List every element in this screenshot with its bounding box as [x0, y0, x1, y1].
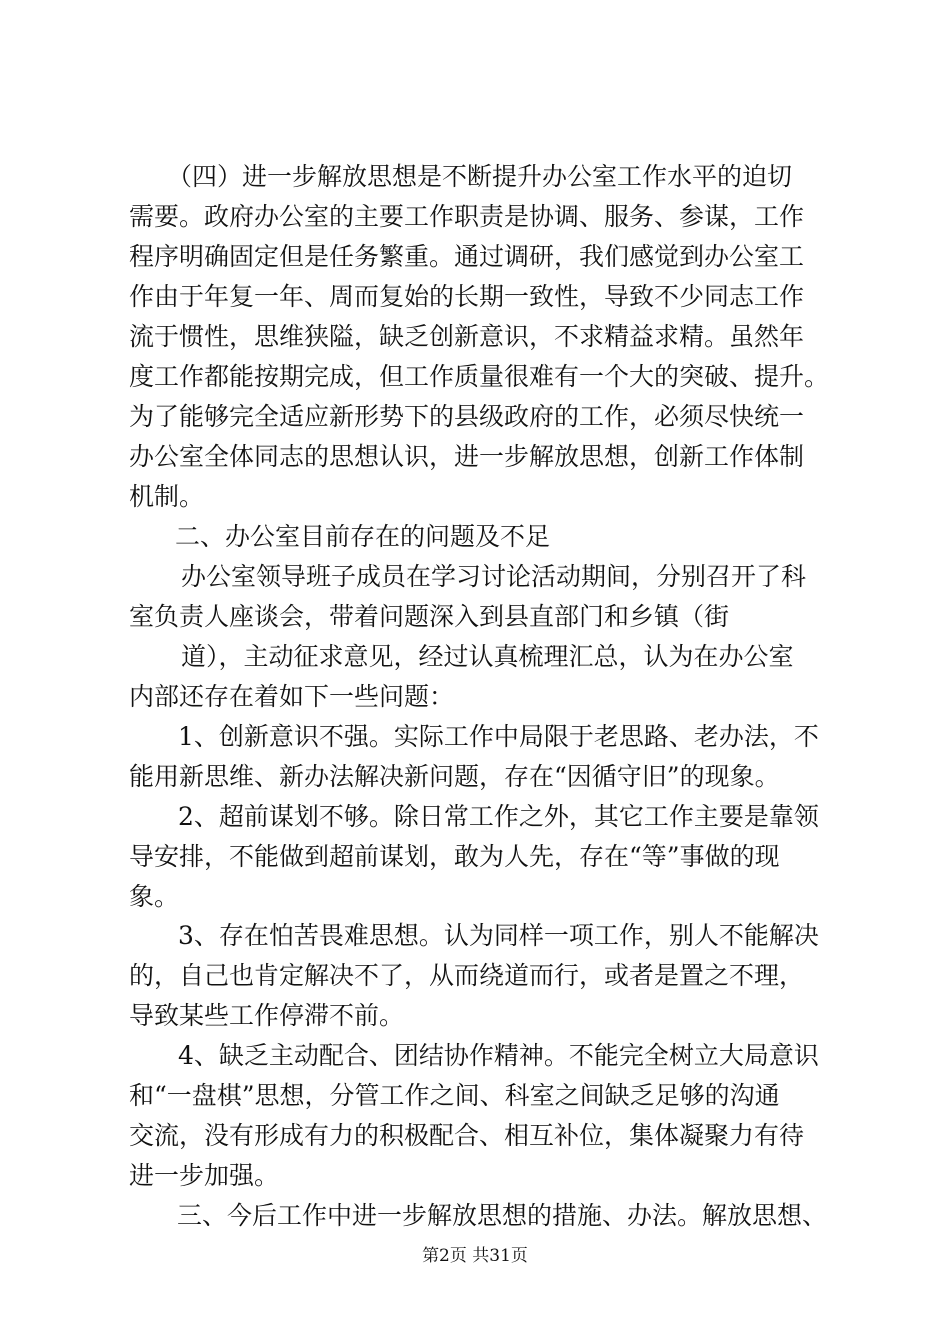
text-line: 导致某些工作停滞不前。: [129, 1001, 405, 1030]
text-line: 进一步加强。: [129, 1161, 280, 1190]
text-line: 1、创新意识不强。实际工作中局限于老思路、老办法，不: [178, 722, 819, 751]
text-line: 3、存在怕苦畏难思想。认为同样一项工作，别人不能解决: [178, 921, 819, 950]
text-line: 的，自己也肯定解决不了，从而绕道而行，或者是置之不理，: [129, 961, 805, 990]
text-line: 内部还存在着如下一些问题：: [129, 682, 455, 711]
text-line: 能用新思维、新办法解决新问题，存在“因循守旧”的现象。: [129, 762, 780, 791]
text-line: 度工作都能按期完成，但工作质量很难有一个大的突破、提升。: [129, 362, 830, 391]
text-line: 象。: [129, 882, 180, 911]
text-line: 为了能够完全适应新形势下的县级政府的工作，必须尽快统一: [129, 402, 805, 431]
text-line: 室负责人座谈会，带着问题深入到县直部门和乡镇（街: [129, 602, 730, 631]
text-line: 办公室全体同志的思想认识，进一步解放思想，创新工作体制: [129, 442, 805, 471]
text-line: 导安排，不能做到超前谋划，敢为人先，存在“等”事做的现: [129, 842, 780, 871]
text-line: 需要。政府办公室的主要工作职责是协调、服务、参谋，工作: [129, 202, 805, 231]
text-line: 作由于年复一年、周而复始的长期一致性，导致不少同志工作: [129, 282, 805, 311]
text-line: 交流，没有形成有力的积极配合、相互补位，集体凝聚力有待: [129, 1121, 805, 1150]
text-line: 机制。: [129, 482, 205, 511]
text-line: 办公室领导班子成员在学习讨论活动期间，分别召开了科: [181, 562, 807, 591]
text-line: 4、缺乏主动配合、团结协作精神。不能完全树立大局意识: [178, 1041, 819, 1070]
section-heading: 二、办公室目前存在的问题及不足: [175, 522, 551, 551]
text-line: 流于惯性，思维狭隘，缺乏创新意识，不求精益求精。虽然年: [129, 322, 805, 351]
page-footer: 第2页 共31页: [422, 1246, 528, 1266]
text-line: 和“一盘棋”思想，分管工作之间、科室之间缺乏足够的沟通: [129, 1081, 780, 1110]
text-line: 道），主动征求意见，经过认真梳理汇总，认为在办公室: [181, 642, 794, 671]
text-line: 程序明确固定但是任务繁重。通过调研，我们感觉到办公室工: [129, 242, 805, 271]
text-line: 2、超前谋划不够。除日常工作之外，其它工作主要是靠领: [178, 802, 819, 831]
text-line: （四）进一步解放思想是不断提升办公室工作水平的迫切: [167, 162, 793, 191]
text-line: 三、今后工作中进一步解放思想的措施、办法。解放思想、: [177, 1201, 828, 1230]
